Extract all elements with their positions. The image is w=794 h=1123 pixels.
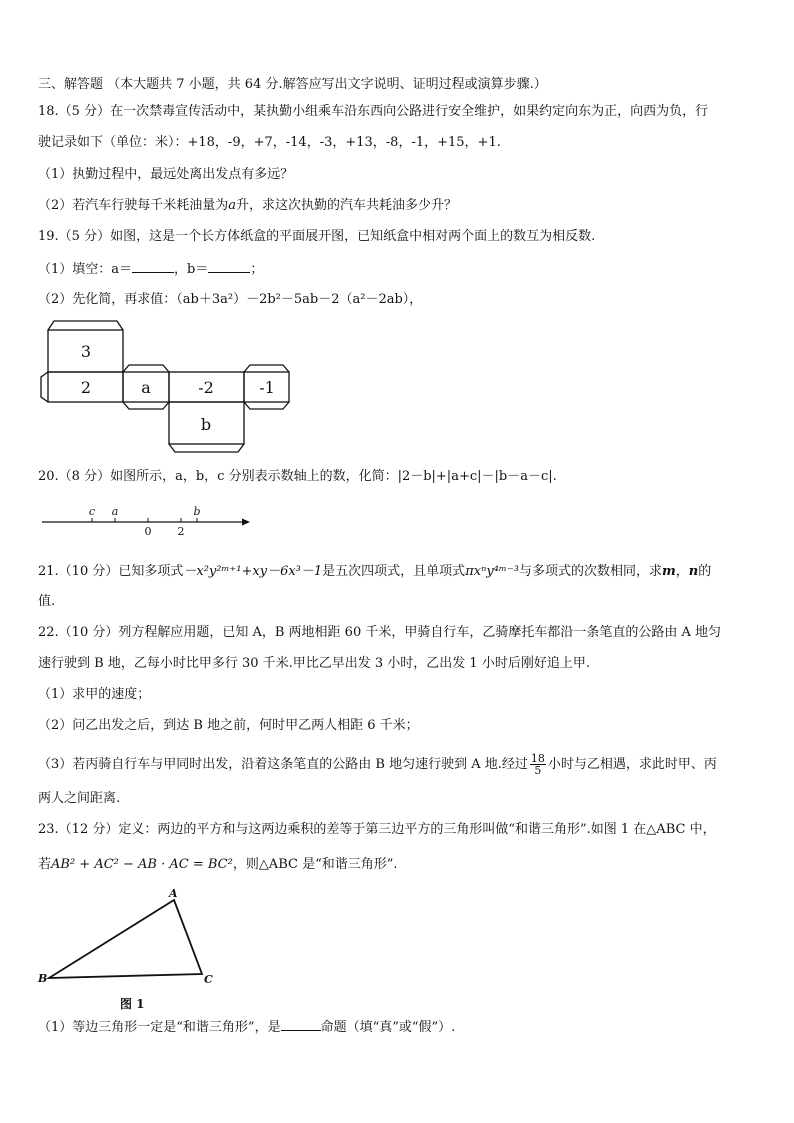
q21-prefix: 21.（10 分）已知多项式 — [38, 564, 184, 579]
q21-suffix: 与多项式的次数相同，求 — [518, 564, 662, 579]
q21-mid: 是五次四项式，且单项式 — [322, 564, 466, 579]
q19-part1-c: ； — [250, 262, 264, 277]
q23-line2 — [38, 856, 398, 874]
q23-part1 — [38, 1018, 455, 1037]
q18-part2-b: 升，求这次执勤的汽车共耗油多少升？ — [236, 198, 458, 213]
axis-label-a: a — [111, 505, 119, 518]
fraction-numerator: 18 — [530, 752, 545, 765]
net-flap-top — [48, 321, 123, 330]
q21-var-m: m — [661, 564, 676, 579]
number-line-figure — [38, 500, 258, 540]
answer-blank-a[interactable] — [132, 260, 174, 273]
q23-line1: 23.（12 分）定义：两边的平方和与这两边乘积的差等于第三边平方的三角形叫做“和谐三角形”.如图 1 在△ABC 中， — [38, 822, 716, 837]
q18-line2: 驶记录如下（单位：米）：+18，-9，+7，-14，-3，+13，-8，-1，+15，+1. — [38, 135, 501, 150]
axis-label-2: 2 — [177, 525, 185, 538]
net-label-neg2: -2 — [198, 378, 214, 397]
q22-line2: 速行驶到 B 地，乙每小时比甲多行 30 千米.甲比乙早出发 3 小时，乙出发 1 小时后刚好追上甲. — [38, 656, 590, 671]
net-label-neg1: -1 — [259, 378, 275, 397]
q21-var-n: n — [688, 564, 699, 579]
q21-polynomial: －x²y²ᵐ⁺¹+xy－6x³－1 — [183, 564, 323, 579]
q21-comma: ， — [675, 564, 689, 579]
q18-part1: （1）执勤过程中，最远处离出发点有多远？ — [38, 167, 294, 182]
q19-part1-a: （1）填空：a＝ — [38, 262, 133, 277]
q19-part1 — [38, 260, 263, 279]
q19-part2: （2）先化简，再求值：（ab＋3a²）－2b²－5ab－2（a²－2ab）， — [38, 292, 423, 307]
q22-part2: （2）问乙出发之后，到达 B 地之前，何时甲乙两人相距 6 千米； — [38, 718, 419, 733]
triangle-figure — [34, 886, 224, 1016]
net-label-3: 3 — [80, 342, 92, 361]
number-line-arrow — [242, 519, 250, 526]
q20-line1: 20.（8 分）如图所示，a，b，c 分别表示数轴上的数，化简：|2－b|+|a+c|－|b－a－c|. — [38, 469, 557, 484]
q23-line2-a: 若 — [38, 857, 52, 872]
net-flap-a-bottom — [123, 402, 169, 409]
q22-part1: （1）求甲的速度； — [38, 687, 151, 702]
net-flap-left — [41, 372, 48, 402]
net-flap-neg1-bottom — [244, 402, 289, 409]
answer-blank-b[interactable] — [208, 260, 250, 273]
net-label-a: a — [141, 378, 151, 397]
q22-part3-cont: 两人之间距离. — [38, 791, 121, 806]
q23-part1-a: （1）等边三角形一定是“和谐三角形”，是 — [38, 1020, 281, 1035]
q22-line1: 22.（10 分）列方程解应用题，已知 A，B 两地相距 60 千米，甲骑自行车，乙骑摩托车都沿一条笔直的公路由 A 地匀 — [38, 625, 722, 640]
axis-label-c: c — [88, 505, 96, 518]
net-flap-a-top — [123, 365, 169, 372]
box-net-figure — [38, 318, 298, 456]
triangle-abc — [49, 900, 202, 978]
net-flap-bottom — [169, 444, 244, 452]
q18-part2 — [38, 197, 457, 215]
net-flap-neg1-top — [244, 365, 289, 372]
q22-part3-a: （3）若丙骑自行车与甲同时出发，沿着这条笔直的公路由 B 地匀速行驶到 A 地.经过 — [38, 757, 528, 772]
q18-part2-a: （2）若汽车行驶每千米耗油量为 — [38, 198, 229, 213]
q18-line1: 18.（5 分）在一次禁毒宣传活动中，某执勤小组乘车沿东西向公路进行安全维护，如果约定向东为正，向西为负，行 — [38, 104, 709, 119]
q21-line1 — [38, 563, 711, 581]
fraction-denominator: 5 — [534, 764, 542, 777]
q21-monomial: πxⁿy⁴ᵐ⁻³ — [465, 564, 519, 579]
q23-formula: AB² + AC² − AB · AC = BC² — [51, 857, 233, 872]
section-header: 三、解答题 （本大题共 7 小题，共 64 分.解答应写出文字说明、证明过程或演算步骤.） — [38, 77, 547, 92]
vertex-label-c: C — [204, 973, 213, 986]
axis-label-0: 0 — [144, 525, 152, 538]
vertex-label-a: A — [169, 887, 178, 900]
answer-blank-true-false[interactable] — [281, 1018, 321, 1031]
q19-part1-b: ，b＝ — [174, 262, 209, 277]
net-label-2: 2 — [80, 378, 92, 397]
q23-part1-b: 命题（填“真”或“假”）. — [320, 1020, 456, 1035]
q22-part3 — [38, 753, 717, 776]
q21-tail: 的 — [698, 564, 712, 579]
fraction-18-5 — [530, 753, 546, 776]
figure-caption: 图 1 — [120, 997, 145, 1011]
vertex-label-b: B — [38, 972, 48, 985]
q21-line2: 值. — [38, 594, 56, 609]
q22-part3-b: 小时与乙相遇，求此时甲、丙 — [547, 757, 717, 772]
axis-label-b: b — [193, 505, 201, 518]
net-label-b: b — [200, 415, 212, 434]
q19-line1: 19.（5 分）如图，这是一个长方体纸盒的平面展开图，已知纸盒中相对两个面上的数互为相反数. — [38, 229, 596, 244]
q18-part2-var: a — [228, 198, 237, 213]
q23-line2-b: ，则△ABC 是“和谐三角形”. — [232, 857, 398, 872]
